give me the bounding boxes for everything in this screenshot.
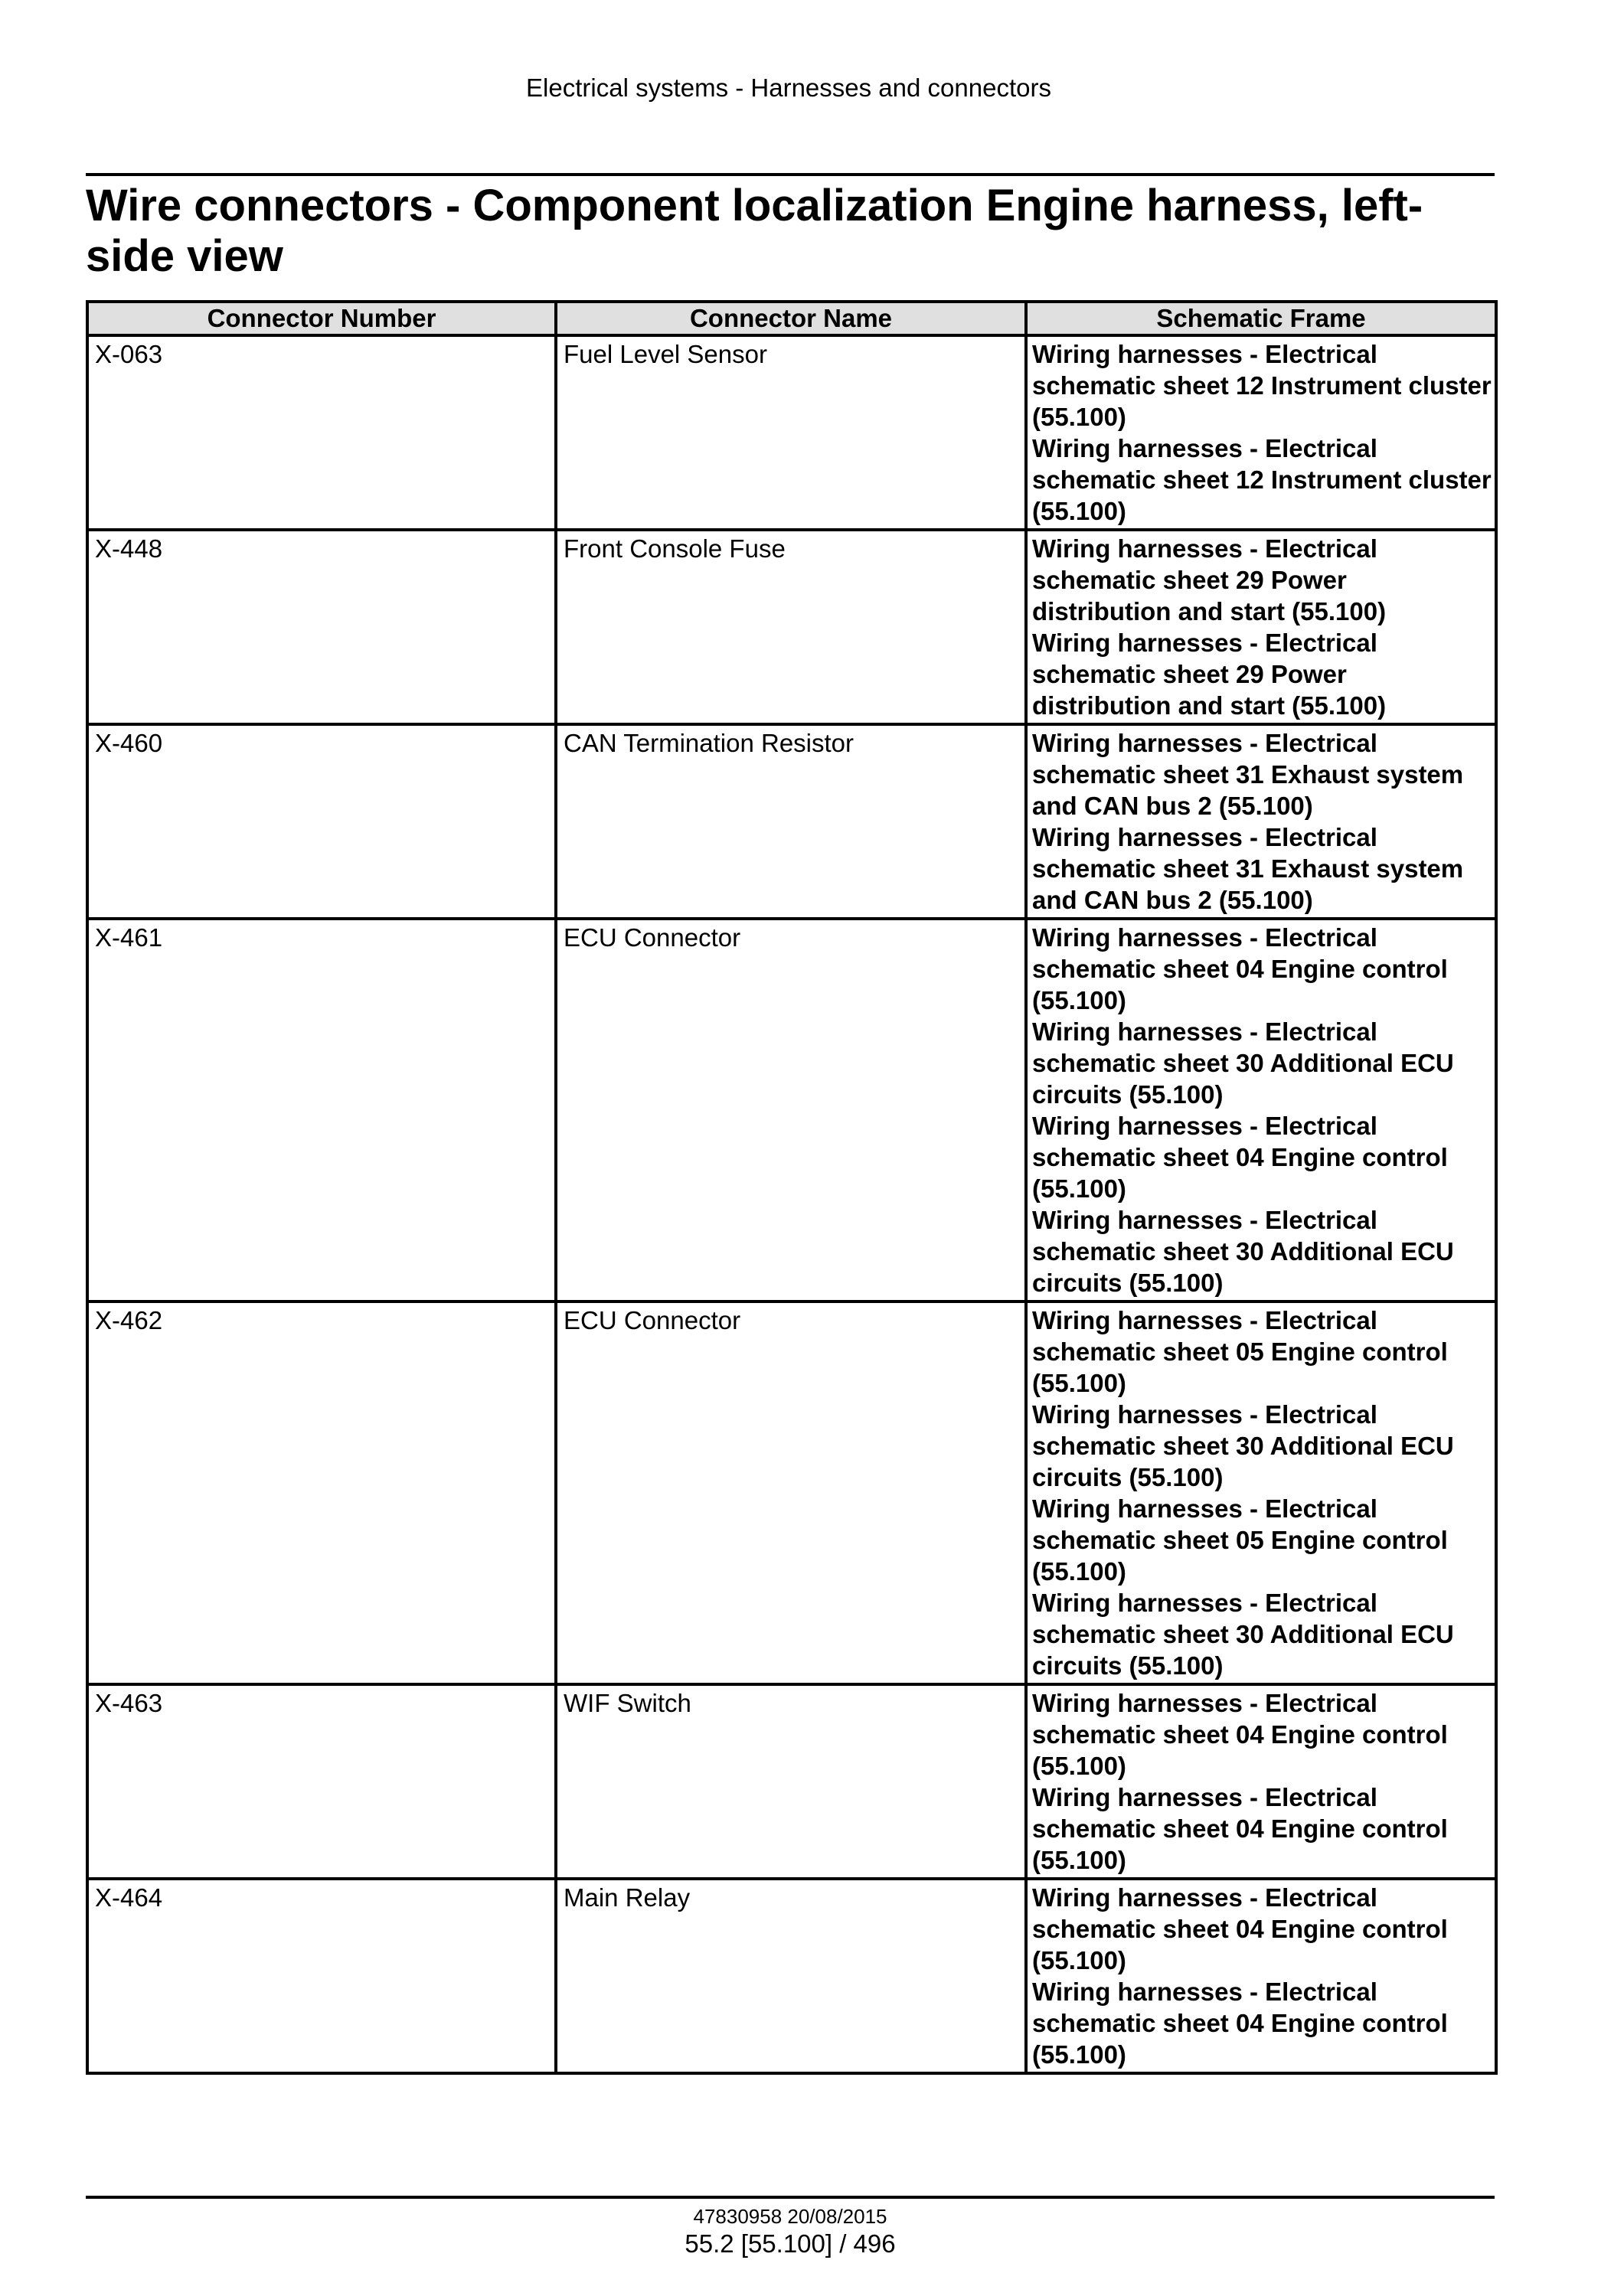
schematic-frame-cell [1026,530,1496,724]
page-number: 55.2 [55.100] / 496 [685,2229,896,2258]
schematic-frame-link[interactable]: Wiring harnesses - Electrical schematic sheet 05 Engine control (55.100) [1032,1494,1448,1586]
schematic-frame-link[interactable]: Wiring harnesses - Electrical schematic sheet 04 Engine control (55.100) [1032,1112,1448,1203]
connector-name: Fuel Level Sensor [556,335,1026,530]
table-row [87,335,1496,530]
schematic-frame-cell [1026,335,1496,530]
connector-name: WIF Switch [556,1684,1026,1879]
schematic-frame-cell [1026,1684,1496,1879]
footer-rule [86,2196,1495,2199]
connector-number: X-460 [87,724,556,919]
schematic-frame-link[interactable]: Wiring harnesses - Electrical schematic sheet 31 Exhaust system and CAN bus 2 (55.100) [1032,729,1464,820]
header-rule [86,173,1495,176]
schematic-frame-cell [1026,919,1496,1302]
document-id: 47830958 20/08/2015 [693,2205,887,2228]
schematic-frame-link[interactable]: Wiring harnesses - Electrical schematic sheet 05 Engine control (55.100) [1032,1306,1448,1397]
schematic-frame-link[interactable]: Wiring harnesses - Electrical schematic sheet 29 Power distribution and start (55.100) [1032,629,1387,720]
connector-name: ECU Connector [556,1302,1026,1684]
schematic-frame-cell [1026,724,1496,919]
schematic-frame-link[interactable]: Wiring harnesses - Electrical schematic sheet 04 Engine control (55.100) [1032,1689,1448,1780]
schematic-frame-link[interactable]: Wiring harnesses - Electrical schematic sheet 30 Additional ECU circuits (55.100) [1032,1206,1454,1297]
schematic-frame-link[interactable]: Wiring harnesses - Electrical schematic sheet 04 Engine control (55.100) [1032,1978,1448,2069]
schematic-frame-link[interactable]: Wiring harnesses - Electrical schematic sheet 12 Instrument cluster (55.100) [1032,340,1492,431]
running-header: Electrical systems - Harnesses and connectors [526,73,1051,102]
schematic-frame-link[interactable]: Wiring harnesses - Electrical schematic sheet 30 Additional ECU circuits (55.100) [1032,1400,1454,1491]
table-row [87,1302,1496,1684]
schematic-frame-cell [1026,1302,1496,1684]
connector-number: X-464 [87,1879,556,2073]
schematic-frame-cell [1026,1879,1496,2073]
table-row [87,1879,1496,2073]
table-row [87,724,1496,919]
table-header-row [87,302,1496,335]
schematic-frame-link[interactable]: Wiring harnesses - Electrical schematic sheet 04 Engine control (55.100) [1032,1883,1448,1974]
connector-name: Main Relay [556,1879,1026,2073]
schematic-frame-link[interactable]: Wiring harnesses - Electrical schematic sheet 29 Power distribution and start (55.100) [1032,534,1387,625]
connector-name: ECU Connector [556,919,1026,1302]
connector-number: X-063 [87,335,556,530]
table-row [87,530,1496,724]
connector-number: X-448 [87,530,556,724]
column-header-schematic-frame: Schematic Frame [1026,302,1496,335]
schematic-frame-link[interactable]: Wiring harnesses - Electrical schematic sheet 12 Instrument cluster (55.100) [1032,434,1492,525]
table-row [87,919,1496,1302]
schematic-frame-link[interactable]: Wiring harnesses - Electrical schematic sheet 31 Exhaust system and CAN bus 2 (55.100) [1032,823,1464,914]
connector-name: Front Console Fuse [556,530,1026,724]
table-row [87,1684,1496,1879]
connector-number: X-463 [87,1684,556,1879]
schematic-frame-link[interactable]: Wiring harnesses - Electrical schematic sheet 30 Additional ECU circuits (55.100) [1032,1589,1454,1680]
schematic-frame-link[interactable]: Wiring harnesses - Electrical schematic sheet 04 Engine control (55.100) [1032,1783,1448,1874]
connector-number: X-461 [87,919,556,1302]
column-header-connector-number: Connector Number [87,302,556,335]
page-title: Wire connectors - Component localization Engine harness, left-side view [86,181,1423,281]
connector-table [86,300,1498,2075]
connector-number: X-462 [87,1302,556,1684]
column-header-connector-name: Connector Name [556,302,1026,335]
schematic-frame-link[interactable]: Wiring harnesses - Electrical schematic sheet 30 Additional ECU circuits (55.100) [1032,1017,1454,1109]
connector-name: CAN Termination Resistor [556,724,1026,919]
schematic-frame-link[interactable]: Wiring harnesses - Electrical schematic sheet 04 Engine control (55.100) [1032,923,1448,1014]
